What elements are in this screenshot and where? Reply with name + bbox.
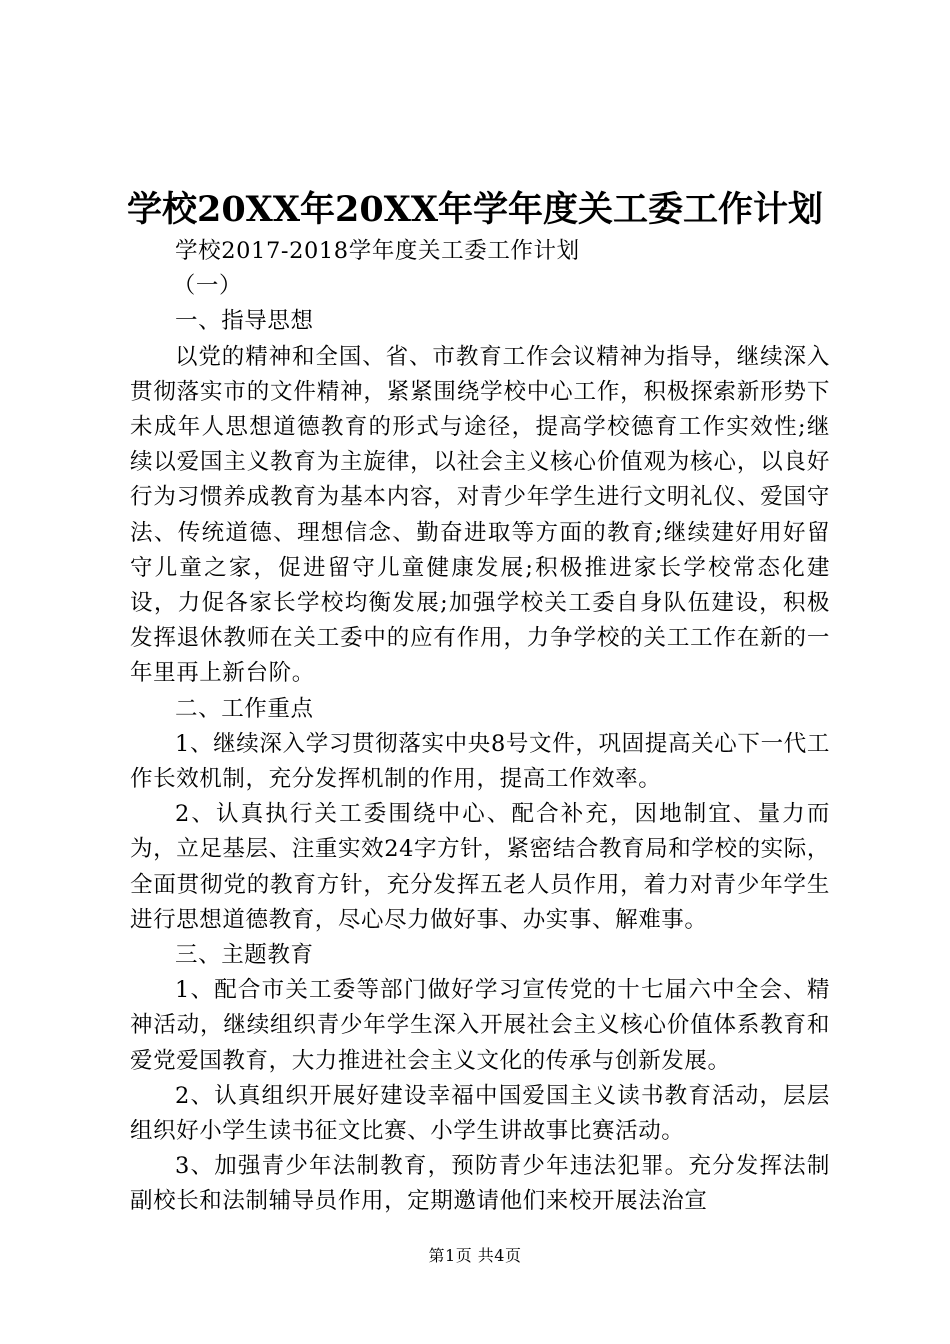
body-paragraph: 3、加强青少年法制教育，预防青少年违法犯罪。充分发挥法制副校长和法制辅导员作用，定期邀请他们来校开展法治宣 <box>130 1153 830 1215</box>
part-marker: （一） <box>172 273 243 300</box>
section-heading: 三、主题教育 <box>175 942 314 969</box>
page-number-footer: 第1页 共4页 <box>428 1246 522 1265</box>
document-subtitle: 学校2017-2018学年度关工委工作计划 <box>175 238 580 264</box>
section-heading: 二、工作重点 <box>175 695 314 722</box>
body-paragraph: 1、继续深入学习贯彻落实中央8号文件，巩固提高关心下一代工作长效机制，充分发挥机制的作用，提高工作效率。 <box>130 730 830 793</box>
document-body <box>130 234 830 1220</box>
body-paragraph: 2、认真组织开展好建设幸福中国爱国主义读书教育活动，层层组织好小学生读书征文比赛、小学生讲故事比赛活动。 <box>130 1082 830 1145</box>
body-paragraph: 以党的精神和全国、省、市教育工作会议精神为指导，继续深入贯彻落实市的文件精神，紧紧围绕学校中心工作，积极探索新形势下未成年人思想道德教育的形式与途径，提高学校德育工作实效性;继续以爱国主义教育为主旋律，以社会主义核心价值观为核心，以良好行为习惯养成教育为基本内容，对青少年学生进行文明礼仪、爱国守法、传统道德、理想信念、勤奋进取等方面的教育;继续建好用好留守儿童之家，促进留守儿童健康发展;积极推进家长学校常态化建设，力促各家长学校均衡发展;加强学校关工委自身队伍建设，积极发挥退休教师在关工委中的应有作用，力争学校的关工工作在新的一年里再上新台阶。 <box>130 343 830 687</box>
section-heading: 一、指导思想 <box>175 308 314 335</box>
document-title: 学校20XX年20XX年学年度关工委工作计划 <box>126 189 824 230</box>
body-paragraph: 1、配合市关工委等部门做好学习宣传党的十七届六中全会、精神活动，继续组织青少年学生深入开展社会主义核心价值体系教育和爱党爱国教育，大力推进社会主义文化的传承与创新发展。 <box>130 977 830 1074</box>
body-paragraph: 2、认真执行关工委围绕中心、配合补充，因地制宜、量力而为，立足基层、注重实效24字方针，紧密结合教育局和学校的实际，全面贯彻党的教育方针，充分发挥五老人员作用，着力对青少年学生进行思想道德教育，尽心尽力做好事、办实事、解难事。 <box>130 801 830 933</box>
